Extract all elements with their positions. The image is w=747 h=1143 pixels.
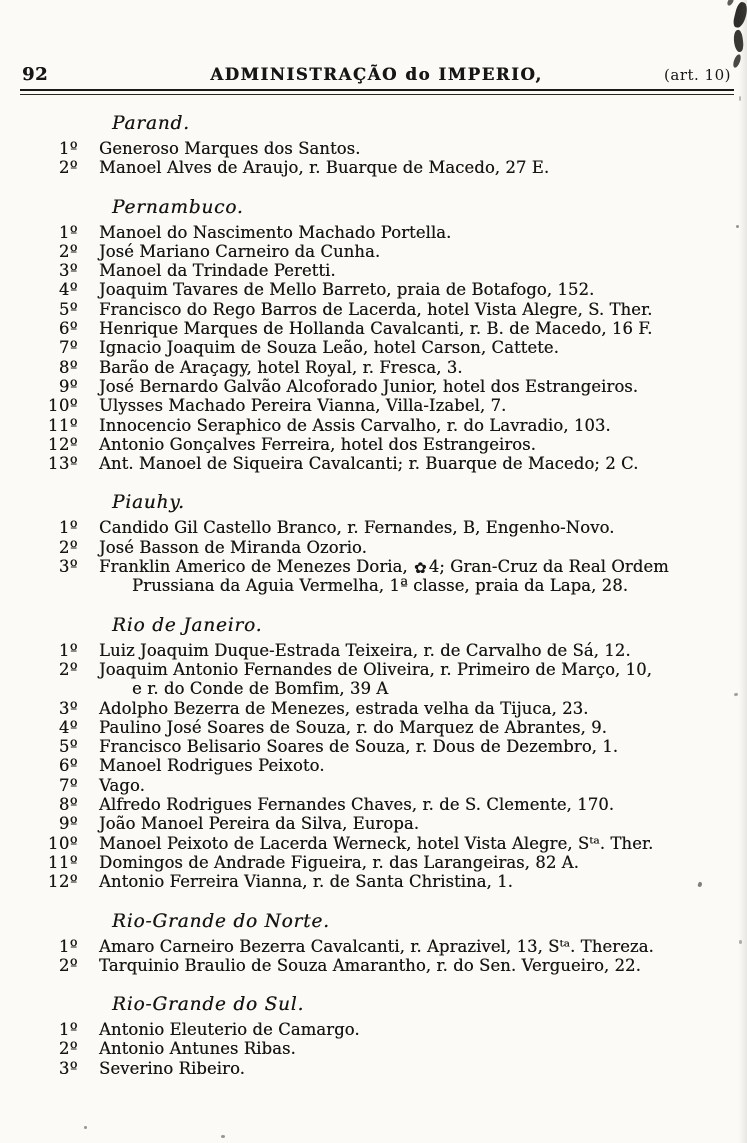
entry-text: Paulino José Soares de Souza, r. do Marquez de Abrantes, 9.: [99, 717, 607, 737]
entry-ordinal: 3º: [58, 698, 78, 718]
ink-smudge: [732, 1, 747, 29]
province-section: [24, 197, 733, 474]
entry-text: Antonio Antunes Ribas.: [99, 1039, 296, 1059]
page-number: 92: [22, 64, 49, 85]
entry-text: Manoel Peixoto de Lacerda Werneck, hotel Vista Alegre, Sᵗᵃ. Ther.: [99, 833, 654, 853]
list-item: [24, 300, 733, 319]
entry-text: João Manoel Pereira da Silva, Europa.: [99, 814, 420, 834]
list-item: [24, 261, 733, 280]
entry-text: Innocencio Seraphico de Assis Carvalho, r. do Lavradio, 103.: [99, 415, 611, 435]
province-entries: [24, 518, 733, 595]
province-entries: [24, 1020, 733, 1078]
entry-ordinal: 6º: [58, 319, 78, 339]
entry-text: Domingos de Andrade Figueira, r. das Larangeiras, 82 A.: [99, 852, 579, 872]
province-section: [24, 911, 733, 976]
entry-text: Generoso Marques dos Santos.: [99, 139, 361, 158]
scan-speck: [739, 96, 741, 101]
medal-icon: ✿: [414, 559, 427, 578]
province-title: Parand.: [112, 113, 190, 134]
ink-smudge: [726, 0, 735, 7]
entry-ordinal: 2º: [58, 659, 78, 679]
list-item: [24, 1059, 733, 1078]
entry-text: José Basson de Miranda Ozorio.: [99, 537, 367, 557]
province-entries: [24, 641, 733, 892]
list-item: [24, 223, 733, 242]
entry-text: Franklin Americo de Menezes Doria, ✿ 4; Gran-Cruz da Real Ordem Prussiana da Aguia Vermelha, 1ª classe, praia da Lapa, 28.: [99, 557, 669, 596]
entry-ordinal: 4º: [58, 280, 78, 300]
province-section: [24, 994, 733, 1078]
list-item: [24, 358, 733, 377]
list-item: [24, 872, 733, 891]
province-section: [24, 492, 733, 595]
entry-ordinal: 2º: [58, 537, 78, 557]
scan-speck: [736, 225, 739, 228]
entry-text: Antonio Ferreira Vianna, r. de Santa Christina, 1.: [99, 872, 513, 892]
entry-ordinal: 5º: [58, 299, 78, 319]
article-reference: (art. 10): [664, 66, 731, 84]
page-edge-shading: [739, 0, 747, 1143]
list-item: [24, 956, 733, 975]
entry-ordinal: 9º: [58, 814, 78, 834]
entry-ordinal: 3º: [58, 1058, 78, 1078]
list-item: [24, 1020, 733, 1039]
scan-speck: [84, 1126, 87, 1129]
list-item: [24, 319, 733, 338]
entry-ordinal: 2º: [58, 1039, 78, 1059]
province-title: Pernambuco.: [112, 196, 244, 218]
entry-text: Vago.: [99, 775, 145, 795]
entry-ordinal: 2º: [58, 241, 78, 261]
list-item: [24, 280, 733, 299]
list-item: [24, 242, 733, 261]
province-entries: [24, 223, 733, 474]
list-item: [24, 756, 733, 775]
entry-text: Manoel Rodrigues Peixoto.: [99, 756, 325, 776]
entry-ordinal: 12º: [47, 434, 78, 454]
header-rule: [20, 89, 734, 95]
entry-ordinal: 1º: [58, 936, 78, 956]
list-item: [24, 158, 733, 177]
entry-continuation: Prussiana da Aguia Vermelha, 1ª classe, praia da Lapa, 28.: [132, 576, 629, 596]
list-item: [24, 660, 733, 699]
entry-ordinal: 7º: [58, 338, 78, 358]
entry-ordinal: 1º: [58, 1020, 78, 1040]
entry-ordinal: 12º: [47, 872, 78, 892]
entry-ordinal: 8º: [58, 795, 78, 815]
list-item: [24, 814, 733, 833]
entry-ordinal: 7º: [58, 775, 78, 795]
entry-ordinal: 1º: [58, 518, 78, 538]
list-item: [24, 718, 733, 737]
list-item: [24, 834, 733, 853]
province-entries: [24, 139, 733, 178]
list-item: [24, 1039, 733, 1058]
entry-ordinal: 10º: [47, 833, 78, 853]
ink-smudge: [733, 29, 745, 52]
running-header: [22, 64, 731, 88]
entry-text: Amaro Carneiro Bezerra Cavalcanti, r. Aprazivel, 13, Sᵗᵃ. Thereza.: [99, 936, 654, 956]
province-section: [24, 615, 733, 892]
entry-text: Antonio Gonçalves Ferreira, hotel dos Estrangeiros.: [99, 434, 536, 454]
entry-ordinal: 11º: [47, 415, 78, 435]
list-item: [24, 435, 733, 454]
list-item: [24, 776, 733, 795]
entry-ordinal: 1º: [58, 139, 78, 158]
province-title: Rio-Grande do Norte.: [112, 910, 330, 932]
entry-text: Ulysses Machado Pereira Vianna, Villa-Izabel, 7.: [99, 396, 507, 416]
list-item: [24, 338, 733, 357]
entry-text: Alfredo Rodrigues Fernandes Chaves, r. de S. Clemente, 170.: [99, 795, 615, 815]
entry-text: Candido Gil Castello Branco, r. Fernandes, B, Engenho-Novo.: [99, 518, 615, 538]
entry-text: Adolpho Bezerra de Menezes, estrada velha da Tijuca, 23.: [99, 698, 589, 718]
entry-ordinal: 6º: [58, 756, 78, 776]
entry-text: Barão de Araçagy, hotel Royal, r. Fresca, 3.: [99, 357, 463, 377]
entry-ordinal: 13º: [47, 454, 78, 474]
entry-ordinal: 3º: [58, 261, 78, 281]
entry-text: Joaquim Tavares de Mello Barreto, praia de Botafogo, 152.: [99, 280, 595, 300]
province-entries: [24, 937, 733, 976]
page-title: ADMINISTRAÇÃO do IMPERIO,: [210, 65, 543, 84]
province-title: Rio-Grande do Sul.: [112, 994, 305, 1016]
entry-ordinal: 8º: [58, 357, 78, 377]
entry-text: Manoel da Trindade Peretti.: [99, 261, 336, 281]
entry-continuation: e r. do Conde de Bomfim, 39 A: [132, 679, 389, 699]
list-item: [24, 699, 733, 718]
entry-text: José Mariano Carneiro da Cunha.: [99, 241, 381, 261]
entry-ordinal: 2º: [58, 158, 78, 178]
scan-speck: [734, 693, 739, 697]
entry-text: Ignacio Joaquim de Souza Leão, hotel Carson, Cattete.: [99, 338, 559, 358]
scan-speck: [739, 940, 742, 944]
entry-ordinal: 1º: [58, 640, 78, 660]
entry-ordinal: 1º: [58, 222, 78, 242]
list-item: [24, 416, 733, 435]
entry-text: Francisco Belisario Soares de Souza, r. Dous de Dezembro, 1.: [99, 737, 619, 757]
entry-text: Severino Ribeiro.: [99, 1058, 245, 1078]
entry-ordinal: 4º: [58, 717, 78, 737]
list-item: [24, 937, 733, 956]
entry-ordinal: 11º: [47, 852, 78, 872]
entry-text: Ant. Manoel de Siqueira Cavalcanti; r. Buarque de Macedo; 2 C.: [99, 454, 639, 474]
entry-text: Manoel Alves de Araujo, r. Buarque de Macedo, 27 E.: [99, 158, 550, 178]
list-item: [24, 396, 733, 415]
list-item: [24, 538, 733, 557]
list-item: [24, 377, 733, 396]
entry-text: Luiz Joaquim Duque-Estrada Teixeira, r. de Carvalho de Sá, 12.: [99, 640, 631, 660]
scan-speck: [221, 1135, 225, 1138]
province-title: Piauhy.: [112, 492, 185, 514]
entry-ordinal: 9º: [58, 376, 78, 396]
entry-text: José Bernardo Galvão Alcoforado Junior, hotel dos Estrangeiros.: [99, 376, 639, 396]
entry-text: Antonio Eleuterio de Camargo.: [99, 1020, 360, 1040]
entry-ordinal: 3º: [58, 557, 78, 577]
ink-smudge: [732, 53, 742, 68]
entry-ordinal: 5º: [58, 737, 78, 757]
list-item: [24, 641, 733, 660]
list-item: [24, 853, 733, 872]
entry-text: Henrique Marques de Hollanda Cavalcanti, r. B. de Macedo, 16 F.: [99, 319, 653, 339]
list-item: [24, 454, 733, 473]
province-list-content: [24, 100, 733, 1078]
list-item: [24, 795, 733, 814]
province-title: Rio de Janeiro.: [112, 614, 263, 636]
entry-text: Tarquinio Braulio de Souza Amarantho, r. do Sen. Vergueiro, 22.: [99, 955, 641, 975]
list-item: [24, 518, 733, 537]
entry-text: Joaquim Antonio Fernandes de Oliveira, r. Primeiro de Março, 10, e r. do Conde de Bomfim, 39 A: [99, 659, 652, 699]
entry-ordinal: 10º: [47, 396, 78, 416]
list-item: [24, 139, 733, 158]
list-item: [24, 557, 733, 596]
list-item: [24, 737, 733, 756]
entry-text: Francisco do Rego Barros de Lacerda, hotel Vista Alegre, S. Ther.: [99, 299, 653, 319]
province-section: [24, 113, 733, 178]
entry-ordinal: 2º: [58, 955, 78, 975]
entry-text: Manoel do Nascimento Machado Portella.: [99, 222, 452, 242]
